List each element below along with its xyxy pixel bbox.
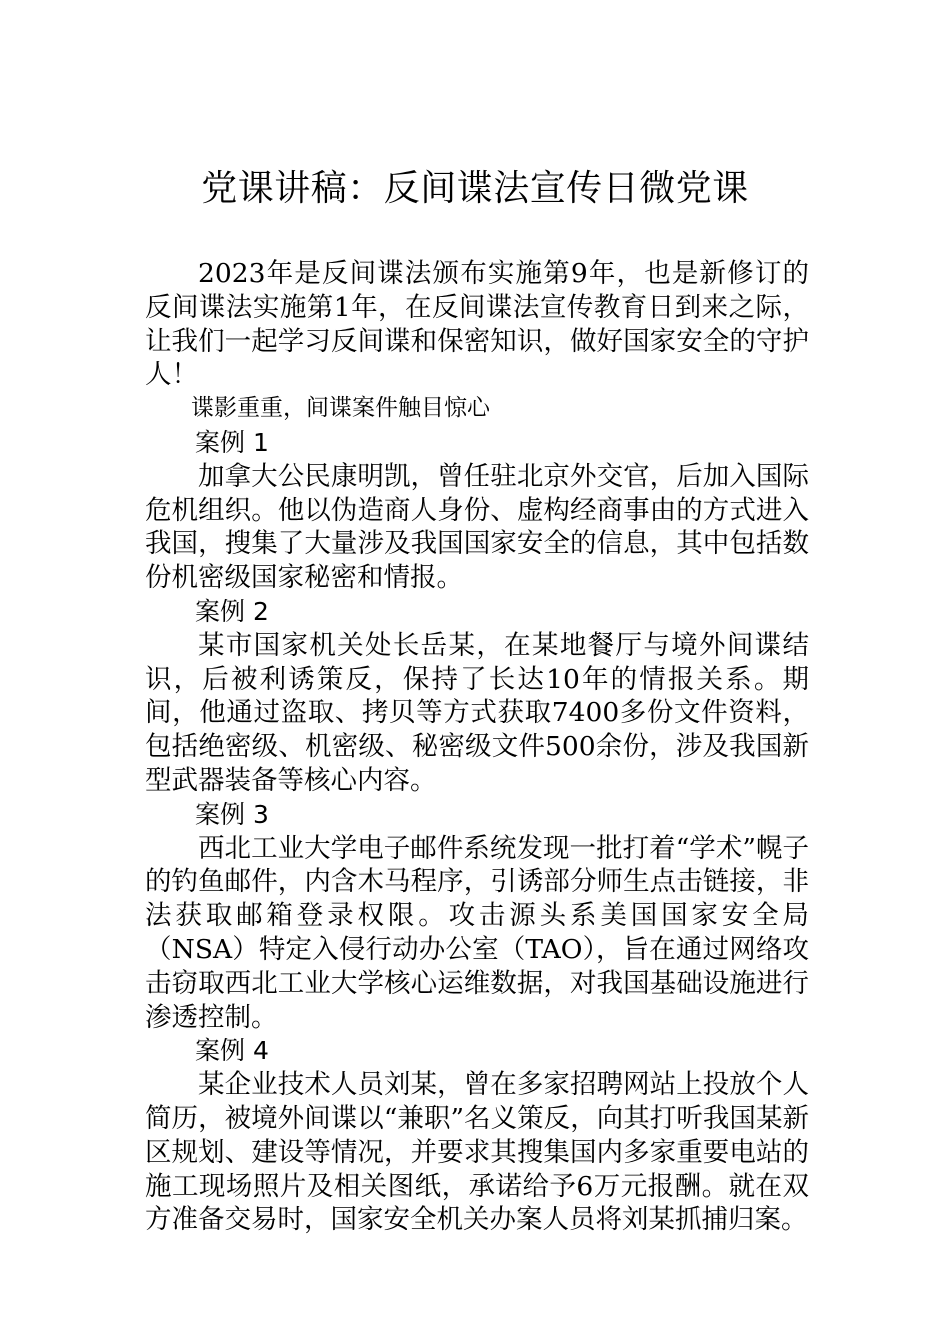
case-label: 案例 1 xyxy=(195,427,269,457)
document-body xyxy=(145,257,809,1237)
case-label: 案例 4 xyxy=(195,1036,269,1066)
case-label: 案例 2 xyxy=(195,596,269,626)
intro-paragraph: 2023年是反间谍法颁布实施第9年，也是新修订的反间谍法实施第1年，在反间谍法宣传教育日到来之际，让我们一起学习反间谍和保密知识，做好国家安全的守护人！ xyxy=(145,258,809,391)
section-heading: 谍影重重，间谍案件触目惊心 xyxy=(191,395,490,422)
case-paragraph: 某市国家机关处长岳某，在某地餐厅与境外间谍结识，后被利诱策反，保持了长达10年的情报关系。期间，他通过盗取、拷贝等方式获取7400多份文件资料，包括绝密级、机密级、秘密级文件500余份，涉及我国新型武器装备等核心内容。 xyxy=(145,629,809,796)
case-paragraph: 西北工业大学电子邮件系统发现一批打着“学术”幌子的钓鱼邮件，内含木马程序，引诱部分师生点击链接，非法获取邮箱登录权限。攻击源头系美国国家安全局（NSA）特定入侵行动办公室（TAO），旨在通过网络攻击窃取西北工业大学核心运维数据，对我国基础设施进行渗透控制。 xyxy=(145,832,809,1033)
case-paragraph: 加拿大公民康明凯，曾任驻北京外交官，后加入国际危机组织。他以伪造商人身份、虚构经商事由的方式进入我国，搜集了大量涉及我国国家安全的信息，其中包括数份机密级国家秘密和情报。 xyxy=(145,460,809,594)
document-title: 党课讲稿：反间谍法宣传日微党课 xyxy=(201,168,749,209)
case-label: 案例 3 xyxy=(195,799,269,829)
case-paragraph: 某企业技术人员刘某，曾在多家招聘网站上投放个人简历，被境外间谍以“兼职”名义策反，向其打听我国某新区规划、建设等情况，并要求其搜集国内多家重要电站的施工现场照片及相关图纸，承诺给予6万元报酬。就在双方准备交易时，国家安全机关办案人员将刘某抓捕归案。 xyxy=(145,1069,809,1236)
